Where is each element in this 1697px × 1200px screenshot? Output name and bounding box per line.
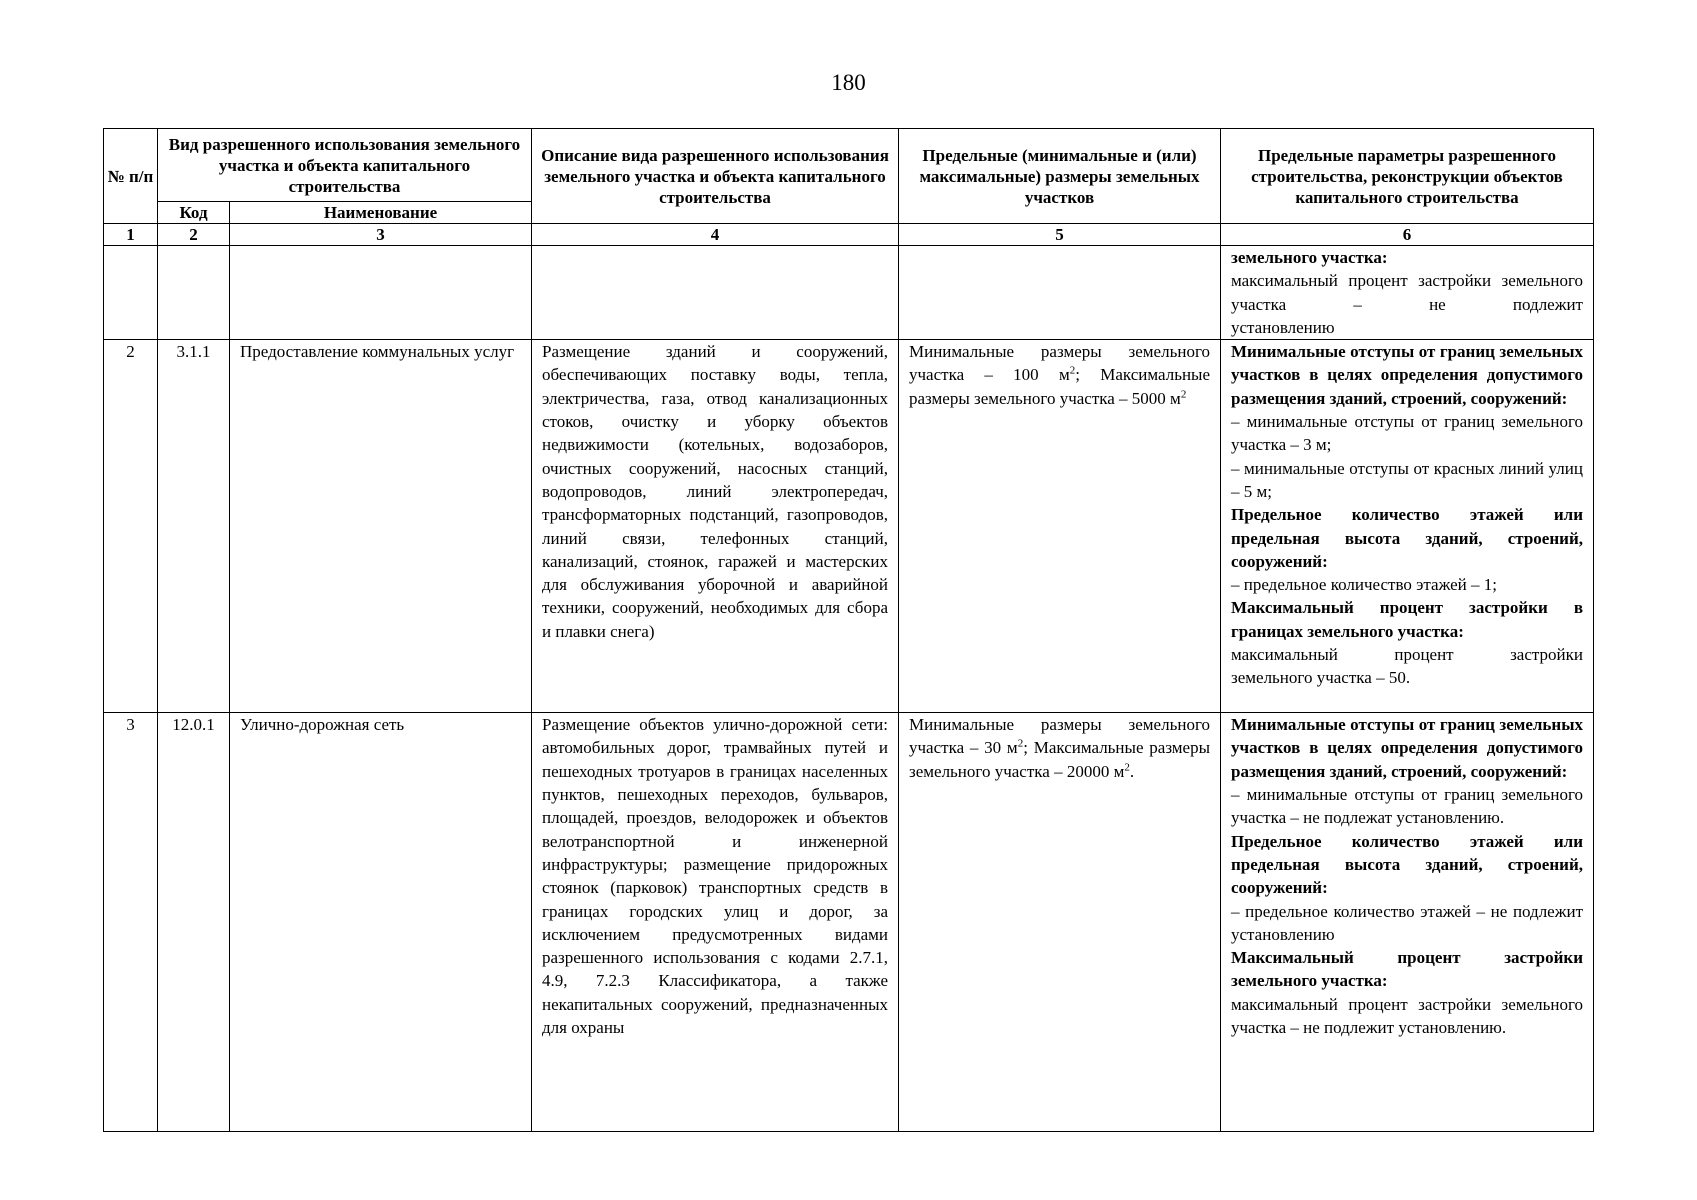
params-cell bbox=[1221, 713, 1593, 1039]
row-sizes bbox=[899, 713, 1220, 783]
params-heading: Предельное количество этажей или предельная высота зданий, строений, сооружений: bbox=[1231, 831, 1583, 898]
superscript: 2 bbox=[1069, 364, 1076, 377]
superscript: 2 bbox=[1180, 388, 1187, 401]
column-number: 6 bbox=[1221, 224, 1594, 246]
row-description: Размещение объектов улично-дорожной сети: автомобильных дорог, трамвайных путей и пешеходных тротуаров в границах населенных пунктов, пешеходных переходов, бульваров, площадей, проездов, велодорожек и объектов велотранспортной и инженерной инфраструктуры; размещение придорожных стоянок (парковок) транспортных средств в границах городских улиц и дорог, за исключением предусмотренных видами разрешенного использования с кодами 2.7.1, 4.9, 7.2.3 Классификатора, а также некапитальных сооружений, предназначенных для охраны bbox=[542, 715, 888, 1038]
column-number: 4 bbox=[532, 224, 899, 246]
column-number: 5 bbox=[899, 224, 1221, 246]
params-text: – минимальные отступы от границ земельного участка – 3 м; bbox=[1231, 412, 1583, 455]
params-heading: Минимальные отступы от границ земельных участков в целях определения допустимого размещения зданий, строений, сооружений: bbox=[1231, 715, 1583, 781]
row-number: 3 bbox=[126, 715, 135, 735]
header-code: Код bbox=[158, 202, 230, 224]
row-description: Размещение зданий и сооружений, обеспечивающих поставку воды, тепла, электричества, газа, отвод канализационных стоков, очистку и уборку объектов недвижимости (котельных, водозаборов, очистных сооружений, насосных станций, водопроводов, линий электропередач, трансформаторных подстанций, газопроводов, линий связи, телефонных станций, канализаций, стоянок, гаражей и мастерских для обслуживания уборочной и аварийной техники, сооружений, необходимых для сбора и плавки снега) bbox=[542, 342, 888, 641]
row-code: 12.0.1 bbox=[172, 715, 215, 735]
superscript: 2 bbox=[1017, 737, 1024, 750]
params-cell bbox=[1221, 340, 1593, 689]
params-cell bbox=[1221, 246, 1593, 339]
table-row bbox=[104, 713, 1594, 1132]
min-size-text: Минимальные размеры земельного участка – 30 м bbox=[909, 715, 1210, 758]
column-numbers-row bbox=[104, 224, 1594, 246]
row-name: Предоставление коммунальных услуг bbox=[240, 342, 515, 362]
min-size-text: Минимальные размеры земельного участка – 100 м bbox=[909, 342, 1210, 385]
header-vri-group: Вид разрешенного использования земельного участка и объекта капитального строительства bbox=[158, 129, 532, 202]
params-text: установлению bbox=[1231, 317, 1335, 337]
max-size-text: Максимальные размеры земельного участка – 5000 м bbox=[909, 365, 1211, 408]
table-row-continuation bbox=[104, 246, 1594, 340]
params-text: – минимальные отступы от границ земельного участка – не подлежат установлению. bbox=[1231, 785, 1583, 828]
params-text: максимальный процент застройки земельного участка – не подлежит установлению. bbox=[1231, 994, 1583, 1038]
params-text: земельного участка – 50. bbox=[1231, 668, 1411, 688]
land-use-table bbox=[103, 128, 1594, 1132]
params-heading: Максимальный процент застройки земельного участка: bbox=[1231, 948, 1583, 991]
column-number: 1 bbox=[104, 224, 158, 246]
row-sizes bbox=[899, 340, 1220, 410]
header-params: Предельные параметры разрешенного строительства, реконструкции объектов капитального строительства bbox=[1221, 129, 1594, 224]
row-number: 2 bbox=[126, 342, 135, 362]
column-number: 3 bbox=[230, 224, 532, 246]
params-text: максимальный процент застройки bbox=[1231, 645, 1583, 665]
header-sizes: Предельные (минимальные и (или) максимальные) размеры земельных участков bbox=[899, 129, 1221, 224]
params-heading: земельного участка: bbox=[1231, 248, 1388, 267]
params-heading: Предельное количество этажей или предельная высота зданий, строений, сооружений: bbox=[1231, 505, 1583, 571]
page-number: 180 bbox=[831, 70, 866, 95]
params-heading: Минимальные отступы от границ земельных участков в целях определения допустимого размещения зданий, строений, сооружений: bbox=[1231, 342, 1583, 408]
punctuation: ; bbox=[1075, 365, 1080, 385]
table-row bbox=[104, 340, 1594, 713]
column-number: 2 bbox=[158, 224, 230, 246]
params-text: – минимальные отступы от красных линий улиц – 5 м; bbox=[1231, 458, 1583, 501]
params-text: – предельное количество этажей – не подлежит установлению bbox=[1231, 901, 1583, 944]
header-description: Описание вида разрешенного использования земельного участка и объекта капитального строительства bbox=[532, 129, 899, 224]
header-number: № п/п bbox=[104, 129, 158, 224]
params-text: – предельное количество этажей – 1; bbox=[1231, 575, 1497, 595]
punctuation: . bbox=[1129, 761, 1135, 781]
params-heading: Максимальный процент застройки в границах земельного участка: bbox=[1231, 598, 1583, 641]
row-name: Улично-дорожная сеть bbox=[240, 715, 405, 735]
max-size-text: Максимальные размеры земельного участка – 20000 м bbox=[909, 738, 1211, 781]
params-text: максимальный процент застройки земельного участка – не подлежит bbox=[1231, 271, 1583, 314]
row-code: 3.1.1 bbox=[176, 342, 211, 362]
punctuation: ; bbox=[1023, 738, 1028, 758]
header-name: Наименование bbox=[230, 202, 532, 224]
superscript: 2 bbox=[1124, 761, 1130, 774]
